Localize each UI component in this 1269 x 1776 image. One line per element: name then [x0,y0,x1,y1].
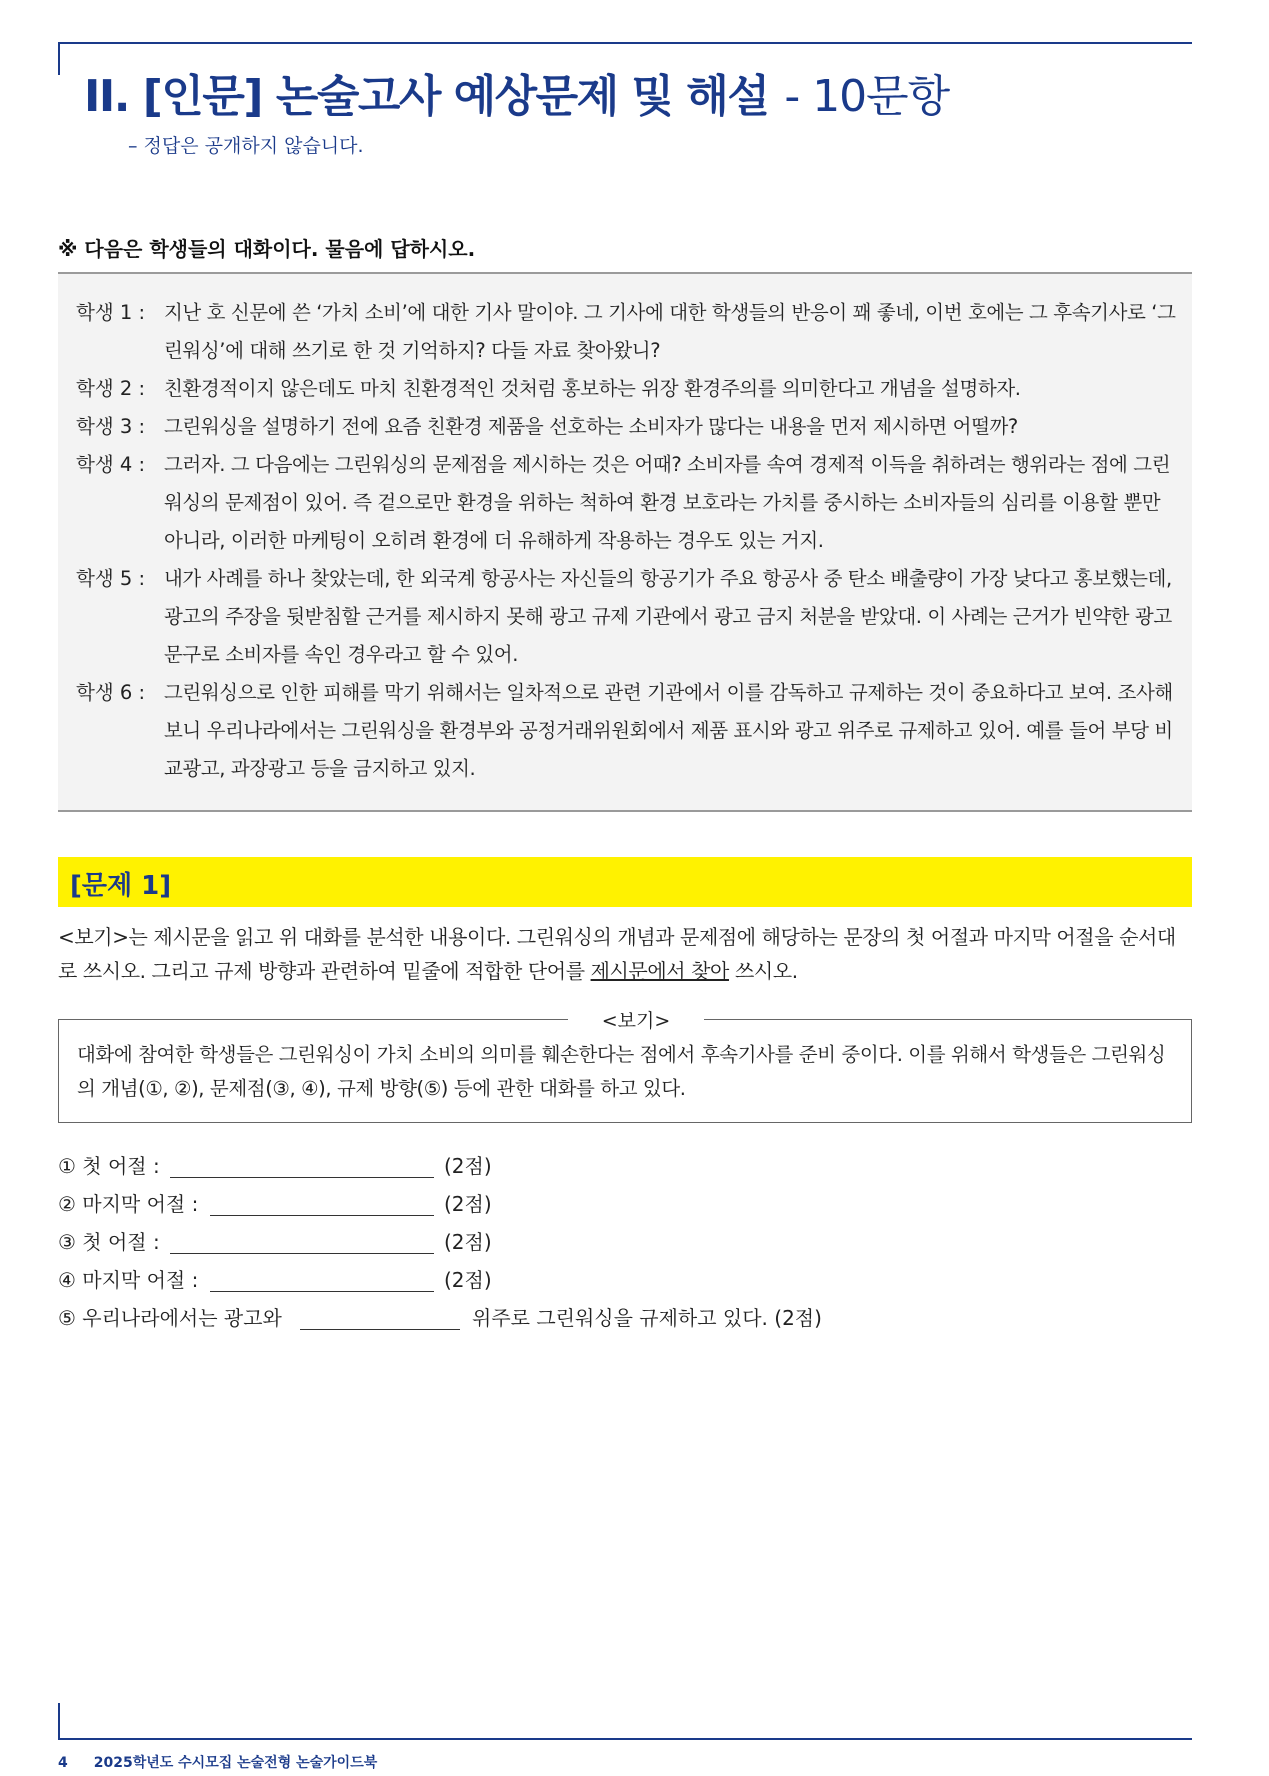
bogi-text: 대화에 참여한 학생들은 그린워싱이 가치 소비의 의미를 훼손한다는 점에서 후속기사를 준비 중이다. 이를 위해서 학생들은 그린워싱의 개념(①, ②), 문제점(③, ④), 규제 방향(⑤) 등에 관한 대화를 하고 있다. [77,1043,1166,1100]
answer-points: (2점) [444,1268,492,1292]
dialogue-panel [58,272,1192,812]
answer-label: ③ 첫 어절 : [58,1230,160,1254]
instruction: ※ 다음은 학생들의 대화이다. 물음에 답하시오. [58,237,476,261]
answer-label: ② 마지막 어절 : [58,1192,199,1216]
speaker-label: 학생 2 : [76,377,146,400]
answer-label: ⑤ 우리나라에서는 광고와 [58,1306,282,1330]
dialogue-line [76,408,1176,446]
answer-blank[interactable] [170,1253,434,1254]
bogi-label: <보기> [568,1006,704,1033]
dialogue-text: 친환경적이지 않은데도 마치 친환경적인 것처럼 홍보하는 위장 환경주의를 의미한다고 개념을 설명하자. [164,377,1021,400]
dialogue-text: 그린워싱을 설명하기 전에 요즘 친환경 제품을 선호하는 소비자가 많다는 내용을 먼저 제시하면 어떨까? [164,415,1018,438]
answer-points: 위주로 그린워싱을 규제하고 있다. (2점) [472,1306,822,1330]
dialogue-line [76,370,1176,408]
question-text [58,920,1194,988]
title-suffix: - 10문항 [784,71,950,122]
speaker-label: 학생 4 : [76,453,146,476]
answer-points: (2점) [444,1154,492,1178]
question-text-before: <보기>는 제시문을 읽고 위 대화를 분석한 내용이다. 그린워싱의 개념과 문제점에 해당하는 문장의 첫 어절과 마지막 어절을 순서대로 쓰시오. 그리고 규제 방향과 관련하여 밑줄에 적합한 단어를 [58,925,1176,983]
answer-item [58,1302,822,1332]
footer-book-title: 2025학년도 수시모집 논술전형 논술가이드북 [93,1755,378,1771]
question-text-underlined: 제시문에서 찾아 [590,959,729,983]
answer-blank[interactable] [170,1177,434,1178]
bottom-frame-line [58,1738,1192,1740]
page-number: 4 [58,1755,68,1771]
dialogue-line [76,674,1176,788]
dialogue-text: 그러자. 그 다음에는 그린워싱의 문제점을 제시하는 것은 어때? 소비자를 속여 경제적 이득을 취하려는 행위라는 점에 그린워싱의 문제점이 있어. 즉 겉으로만 환경을 위하는 척하여 환경 보호라는 가치를 중시하는 소비자들의 심리를 이용할 뿐만 아니라, 이러한 마케팅이 오히려 환경에 더 유해하게 작용하는 경우도 있는 거지. [164,453,1171,552]
speaker-label: 학생 6 : [76,681,146,704]
answer-blank[interactable] [210,1215,434,1216]
dialogue-text: 그린워싱으로 인한 피해를 막기 위해서는 일차적으로 관련 기관에서 이를 감독하고 규제하는 것이 중요하다고 보여. 조사해 보니 우리나라에서는 그린워싱을 환경부와 공정거래위원회에서 제품 표시와 광고 위주로 규제하고 있어. 예를 들어 부당 비교광고, 과장광고 등을 금지하고 있지. [164,681,1173,780]
dialogue-text: 지난 호 신문에 쓴 ‘가치 소비’에 대한 기사 말이야. 그 기사에 대한 학생들의 반응이 꽤 좋네, 이번 호에는 그 후속기사로 ‘그린워싱’에 대해 쓰기로 한 것 기억하지? 다들 자료 찾아왔니? [164,301,1176,362]
dialogue-line [76,446,1176,560]
speaker-label: 학생 1 : [76,301,146,324]
answer-points: (2점) [444,1192,492,1216]
answer-item [58,1264,492,1294]
title-main: II. [인문] 논술고사 예상문제 및 해설 [84,71,769,122]
answer-item [58,1188,492,1218]
speaker-label: 학생 5 : [76,567,146,590]
page-subtitle: – 정답은 공개하지 않습니다. [128,135,364,157]
answer-item [58,1150,492,1180]
dialogue-line [76,560,1176,674]
answer-points: (2점) [444,1230,492,1254]
answer-item [58,1226,492,1256]
top-frame-corner [58,42,60,75]
answer-label: ④ 마지막 어절 : [58,1268,199,1292]
dialogue-line [76,294,1176,370]
bottom-frame-corner [58,1703,60,1739]
question-title-bar [58,857,1192,907]
page-title [84,60,949,124]
answer-blank[interactable] [300,1329,460,1330]
bogi-box [58,1019,1192,1123]
answer-label: ① 첫 어절 : [58,1154,160,1178]
footer [58,1752,377,1772]
question-title: [문제 1] [70,871,172,901]
answer-blank[interactable] [210,1291,434,1292]
speaker-label: 학생 3 : [76,415,146,438]
question-text-after: 쓰시오. [728,959,798,983]
dialogue-text: 내가 사례를 하나 찾았는데, 한 외국계 항공사는 자신들의 항공기가 주요 항공사 중 탄소 배출량이 가장 낮다고 홍보했는데, 광고의 주장을 뒷받침할 근거를 제시하지 못해 광고 규제 기관에서 광고 금지 처분을 받았대. 이 사례는 근거가 빈약한 광고 문구로 소비자를 속인 경우라고 할 수 있어. [164,567,1172,666]
top-frame-line [58,42,1192,44]
